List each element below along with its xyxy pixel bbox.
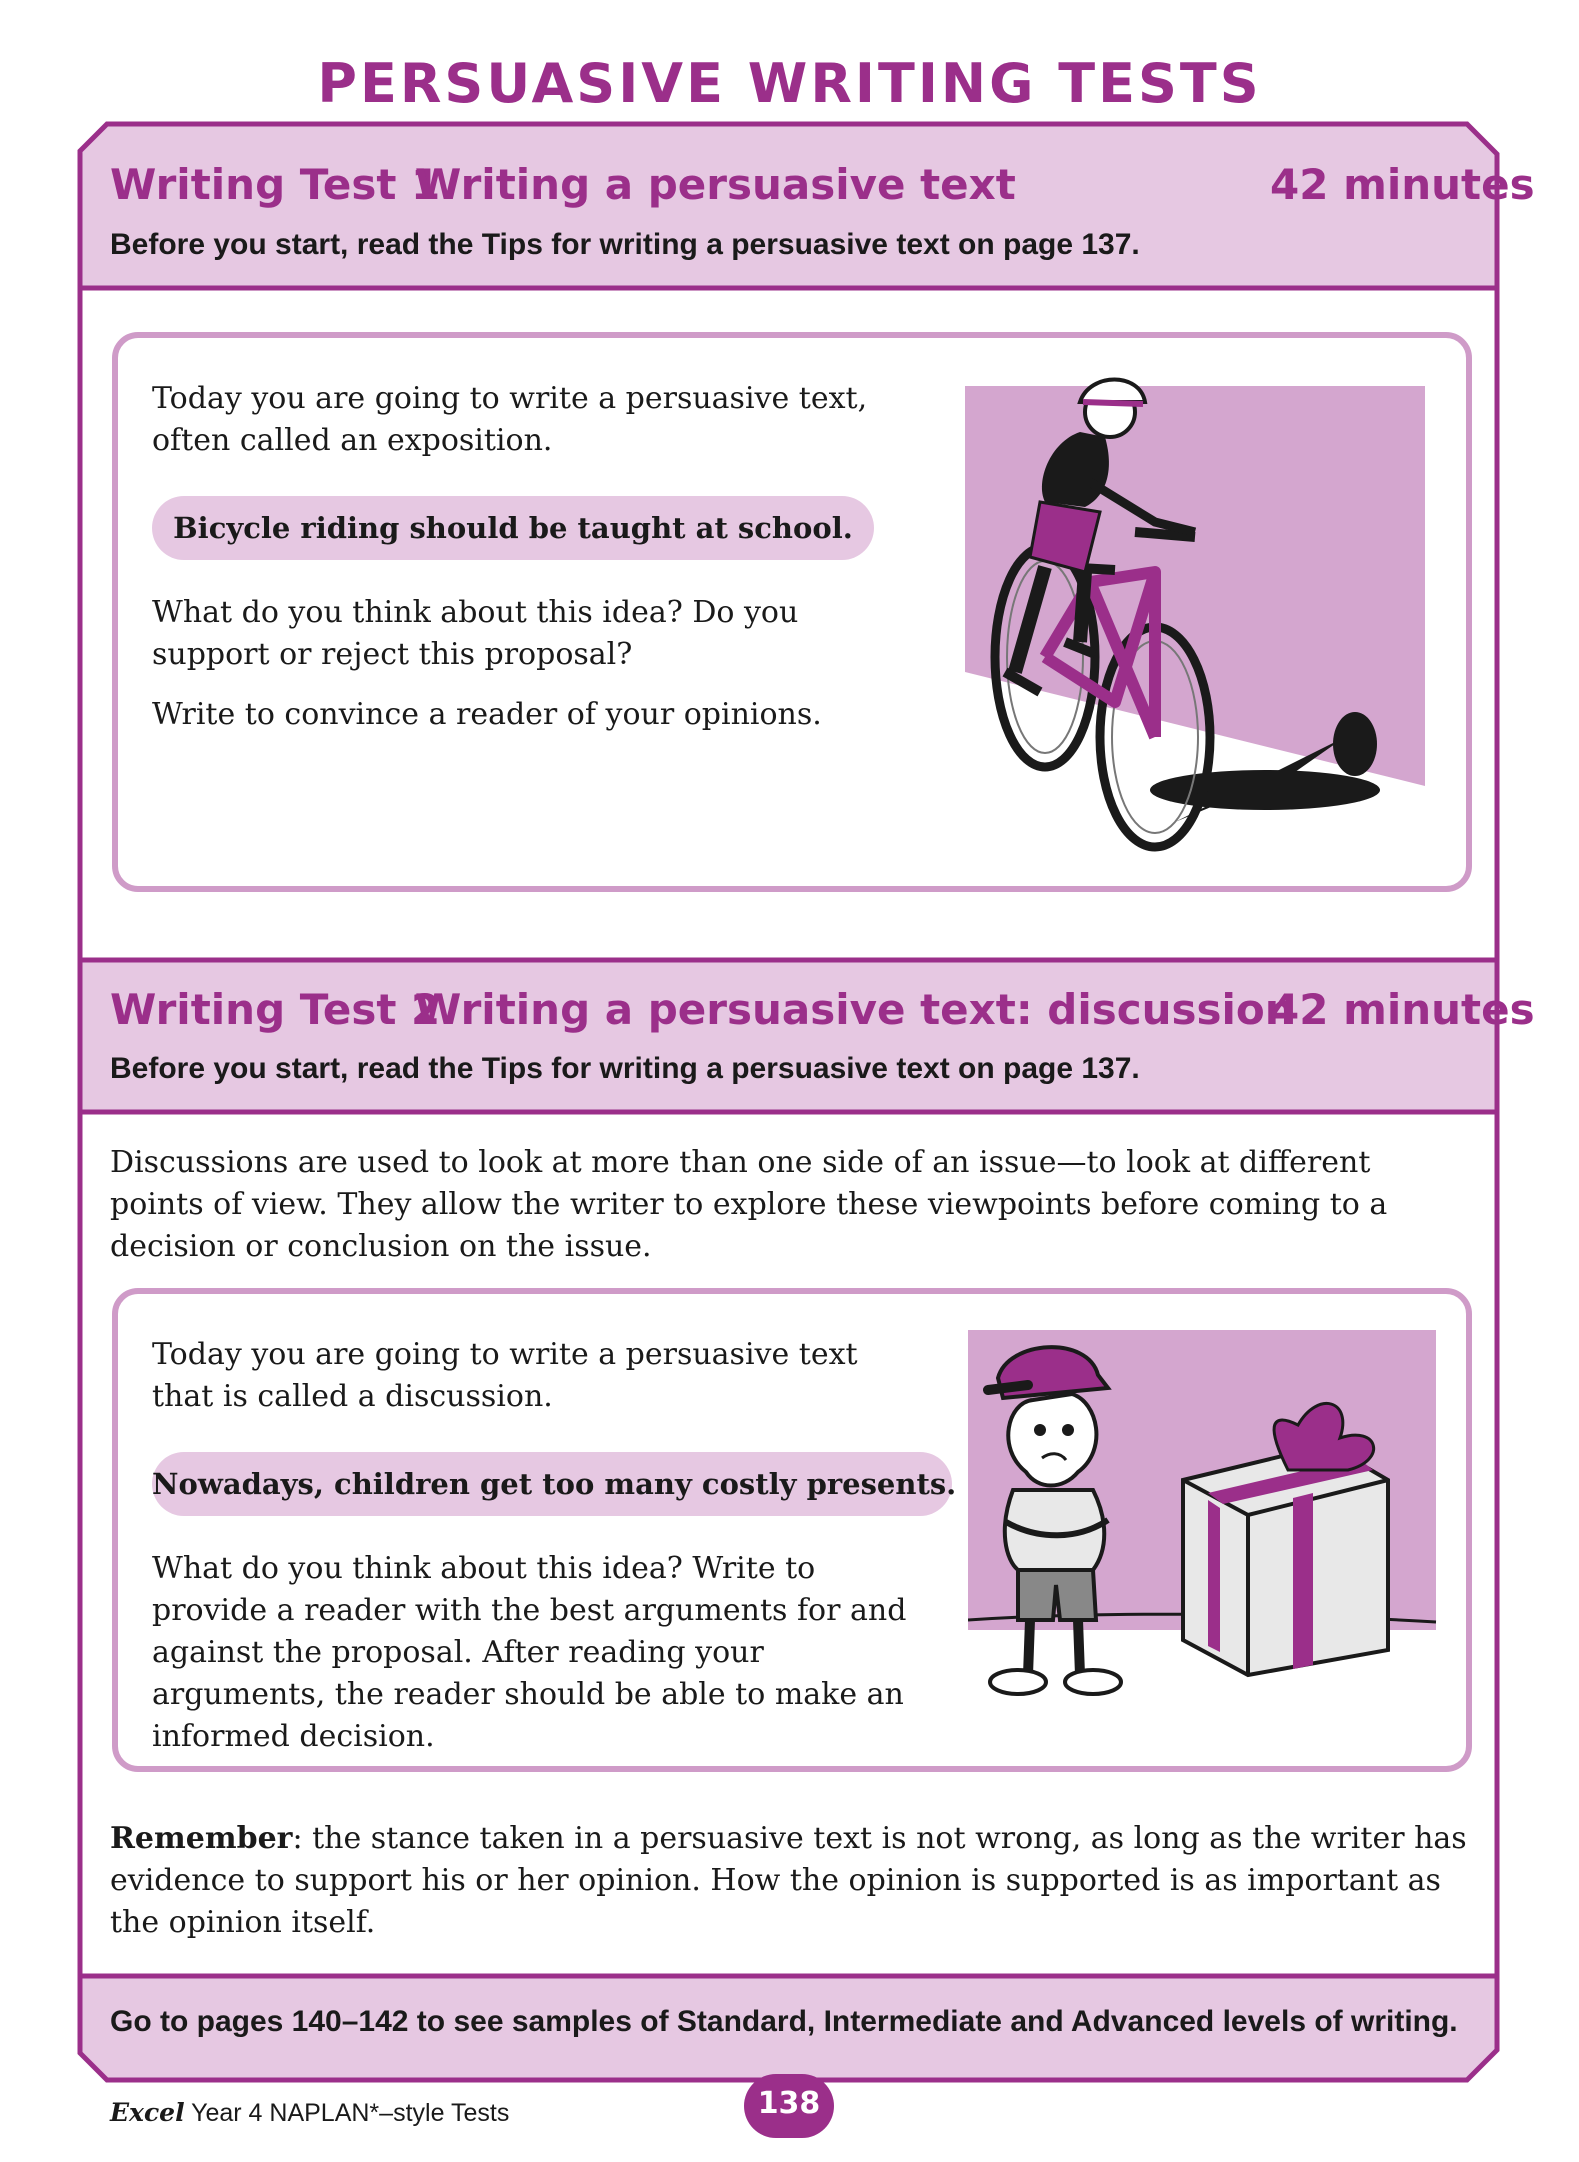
test2-number: Writing Test 2: [110, 985, 441, 1034]
test1-title: Writing a persuasive text: [415, 160, 1016, 209]
boy-with-present-illustration: [968, 1330, 1438, 1730]
bicycle-rider-illustration: [965, 372, 1435, 862]
series-title: [110, 2098, 509, 2128]
test2-intro: Today you are going to write a persuasive text that is called a discussion.: [152, 1337, 858, 1414]
page-title: PERSUASIVE WRITING TESTS: [317, 52, 1262, 115]
test1-instruction: Before you start, read the Tips for writing a persuasive text on page 137.: [110, 228, 1140, 261]
test2-question: What do you think about this idea? Write to provide a reader with the best arguments for and against the proposal. After reading your arguments, the reader should be able to make an informed decision.: [152, 1551, 907, 1754]
test2-instruction: Before you start, read the Tips for writing a persuasive text on page 137.: [110, 1052, 1140, 1085]
remember-text: : the stance taken in a persuasive text is not wrong, as long as the writer has evidence to support his or her opinion. How the opinion is supported is as important as the opinion itself.: [110, 1821, 1467, 1940]
page-number: 138: [744, 2074, 834, 2138]
test1-task: Write to convince a reader of your opinions.: [152, 697, 822, 732]
test1-time: 42 minutes: [1270, 160, 1535, 209]
test2-topic: Nowadays, children get too many costly presents.: [152, 1452, 952, 1516]
test1-intro: Today you are going to write a persuasive text, often called an exposition.: [152, 381, 868, 458]
test1-question: What do you think about this idea? Do you support or reject this proposal?: [152, 595, 799, 672]
remember-note: [110, 1818, 1490, 1944]
test2-context: Discussions are used to look at more than one side of an issue—to look at different points of view. They allow the writer to explore these viewpoints before coming to a decision or conclusion on the issue.: [110, 1145, 1388, 1264]
test2-title: Writing a persuasive text: discussion: [415, 985, 1295, 1034]
footer-note: Go to pages 140–142 to see samples of Standard, Intermediate and Advanced levels of writing.: [110, 2005, 1458, 2038]
series-brand: Excel: [110, 2098, 185, 2127]
test1-topic: Bicycle riding should be taught at school.: [152, 496, 874, 560]
remember-label: Remember: [110, 1821, 293, 1856]
test2-time: 42 minutes: [1270, 985, 1535, 1034]
test1-number: Writing Test 1: [110, 160, 441, 209]
series-rest: Year 4 NAPLAN*–style Tests: [184, 2099, 510, 2127]
